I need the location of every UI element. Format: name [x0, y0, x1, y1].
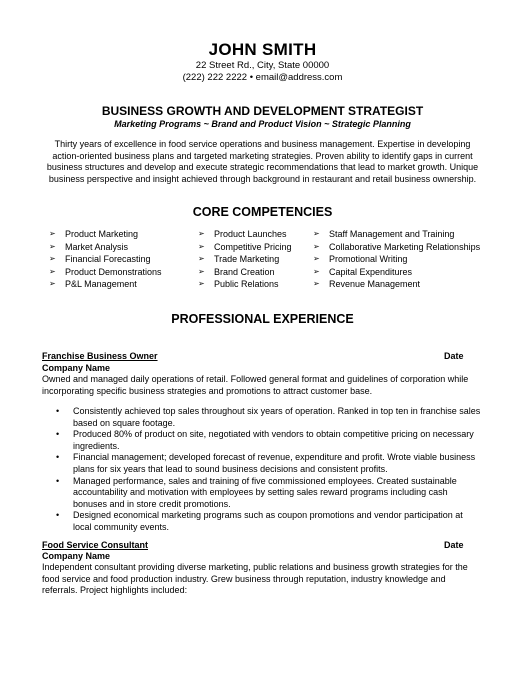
achievement-item: • Consistently achieved top sales throughout six years of operation. Ranked in top ten in franchise sales based on square footage.: [56, 406, 481, 428]
achievement-item: • Produced 80% of product on site, negotiated with vendors to obtain competitive pricing on necessary ingredients.: [56, 429, 474, 451]
arrow-bullet-icon: ➢: [49, 241, 56, 251]
arrow-bullet-icon: ➢: [313, 254, 320, 264]
core-competencies-heading: CORE COMPETENCIES: [192, 205, 333, 219]
competency-item: ➢ Revenue Management: [313, 279, 421, 290]
arrow-bullet-icon: ➢: [198, 266, 205, 276]
job-title: Food Service Consultant: [42, 540, 149, 550]
phone-email-line: (222) 222 2222 • email@address.com: [182, 72, 343, 83]
competency-item: ➢ Promotional Writing: [313, 254, 408, 265]
competency-item: ➢ Trade Marketing: [198, 254, 280, 265]
competency-item: ➢ Competitive Pricing: [198, 241, 292, 252]
competencies-column-3: [313, 228, 480, 291]
competency-item: ➢ Public Relations: [198, 279, 279, 290]
competency-item: ➢ Financial Forecasting: [49, 254, 151, 265]
competency-item: ➢ Product Marketing: [49, 229, 139, 239]
bullet-dot-icon: •: [56, 475, 60, 486]
competency-item: ➢ Product Launches: [198, 229, 287, 239]
competency-item: ➢ Capital Expenditures: [313, 266, 413, 277]
arrow-bullet-icon: ➢: [49, 279, 56, 289]
arrow-bullet-icon: ➢: [49, 229, 56, 238]
competency-item: ➢ Product Demonstrations: [49, 266, 162, 277]
address-line: 22 Street Rd., City, State 00000: [195, 60, 330, 71]
arrow-bullet-icon: ➢: [313, 241, 320, 251]
job-date: Date: [444, 540, 464, 550]
bullet-dot-icon: •: [56, 429, 60, 440]
bullet-dot-icon: •: [56, 452, 60, 463]
company-name: Company Name: [42, 363, 111, 373]
job-title: Franchise Business Owner: [42, 351, 158, 361]
profile-headline: BUSINESS GROWTH AND DEVELOPMENT STRATEGIST: [101, 104, 424, 118]
job-description: Independent consultant providing diverse marketing, public relations and business growth strategies for the food service and food production industry. Grew business through reputation, industry knowledge and referrals. Project highlights included:: [42, 562, 468, 596]
competencies-column-2: [198, 228, 292, 291]
arrow-bullet-icon: ➢: [313, 279, 320, 289]
candidate-name: JOHN SMITH: [208, 40, 317, 59]
profile-summary: Thirty years of excellence in food service operations and business management. Expertise in developing action-oriented business plans and targeted marketing strategies. Proven ability to identify gaps in current business structures and develop and execute strategic recommendations that lead to market growth. Unique business perspective and insight achieved through background in restaurant and retail business ownership.: [46, 139, 479, 184]
arrow-bullet-icon: ➢: [198, 229, 205, 238]
competency-item: ➢ Staff Management and Training: [313, 229, 455, 239]
competency-item: ➢ Brand Creation: [198, 266, 275, 277]
bullet-dot-icon: •: [56, 510, 60, 521]
professional-experience-heading: PROFESSIONAL EXPERIENCE: [171, 312, 354, 326]
company-name: Company Name: [42, 551, 111, 561]
job-date: Date: [444, 351, 464, 361]
arrow-bullet-icon: ➢: [198, 254, 205, 264]
arrow-bullet-icon: ➢: [313, 229, 320, 238]
arrow-bullet-icon: ➢: [313, 266, 320, 276]
competencies-column-1: [49, 228, 162, 291]
arrow-bullet-icon: ➢: [198, 241, 205, 251]
competency-item: ➢ Collaborative Marketing Relationships: [313, 241, 481, 252]
arrow-bullet-icon: ➢: [49, 266, 56, 276]
achievement-item: • Managed performance, sales and training of five commissioned employees. Created sustainable accountability and motivation with employees by setting sales reward programs including cash bonuses and in store credit promotions.: [56, 475, 457, 509]
profile-subheadline: Marketing Programs ~ Brand and Product Vision ~ Strategic Planning: [114, 119, 411, 129]
competency-item: ➢ Market Analysis: [49, 241, 129, 252]
job-description: Owned and managed daily operations of retail. Followed general format and guidelines of corporation while incorporating specific business strategies and promotions to attract customer base.: [42, 374, 469, 396]
competency-item: ➢ P&L Management: [49, 279, 137, 290]
arrow-bullet-icon: ➢: [198, 279, 205, 289]
arrow-bullet-icon: ➢: [49, 254, 56, 264]
job-achievements-list: [56, 406, 483, 534]
achievement-item: • Designed economical marketing programs such as coupon promotions and vendor participation at local community events.: [56, 510, 463, 532]
achievement-item: • Financial management; developed forecast of revenue, expenditure and profit. Wrote viable business plans for six years that lead to sound business decisions and consistent profits.: [56, 452, 476, 474]
bullet-dot-icon: •: [56, 406, 60, 416]
